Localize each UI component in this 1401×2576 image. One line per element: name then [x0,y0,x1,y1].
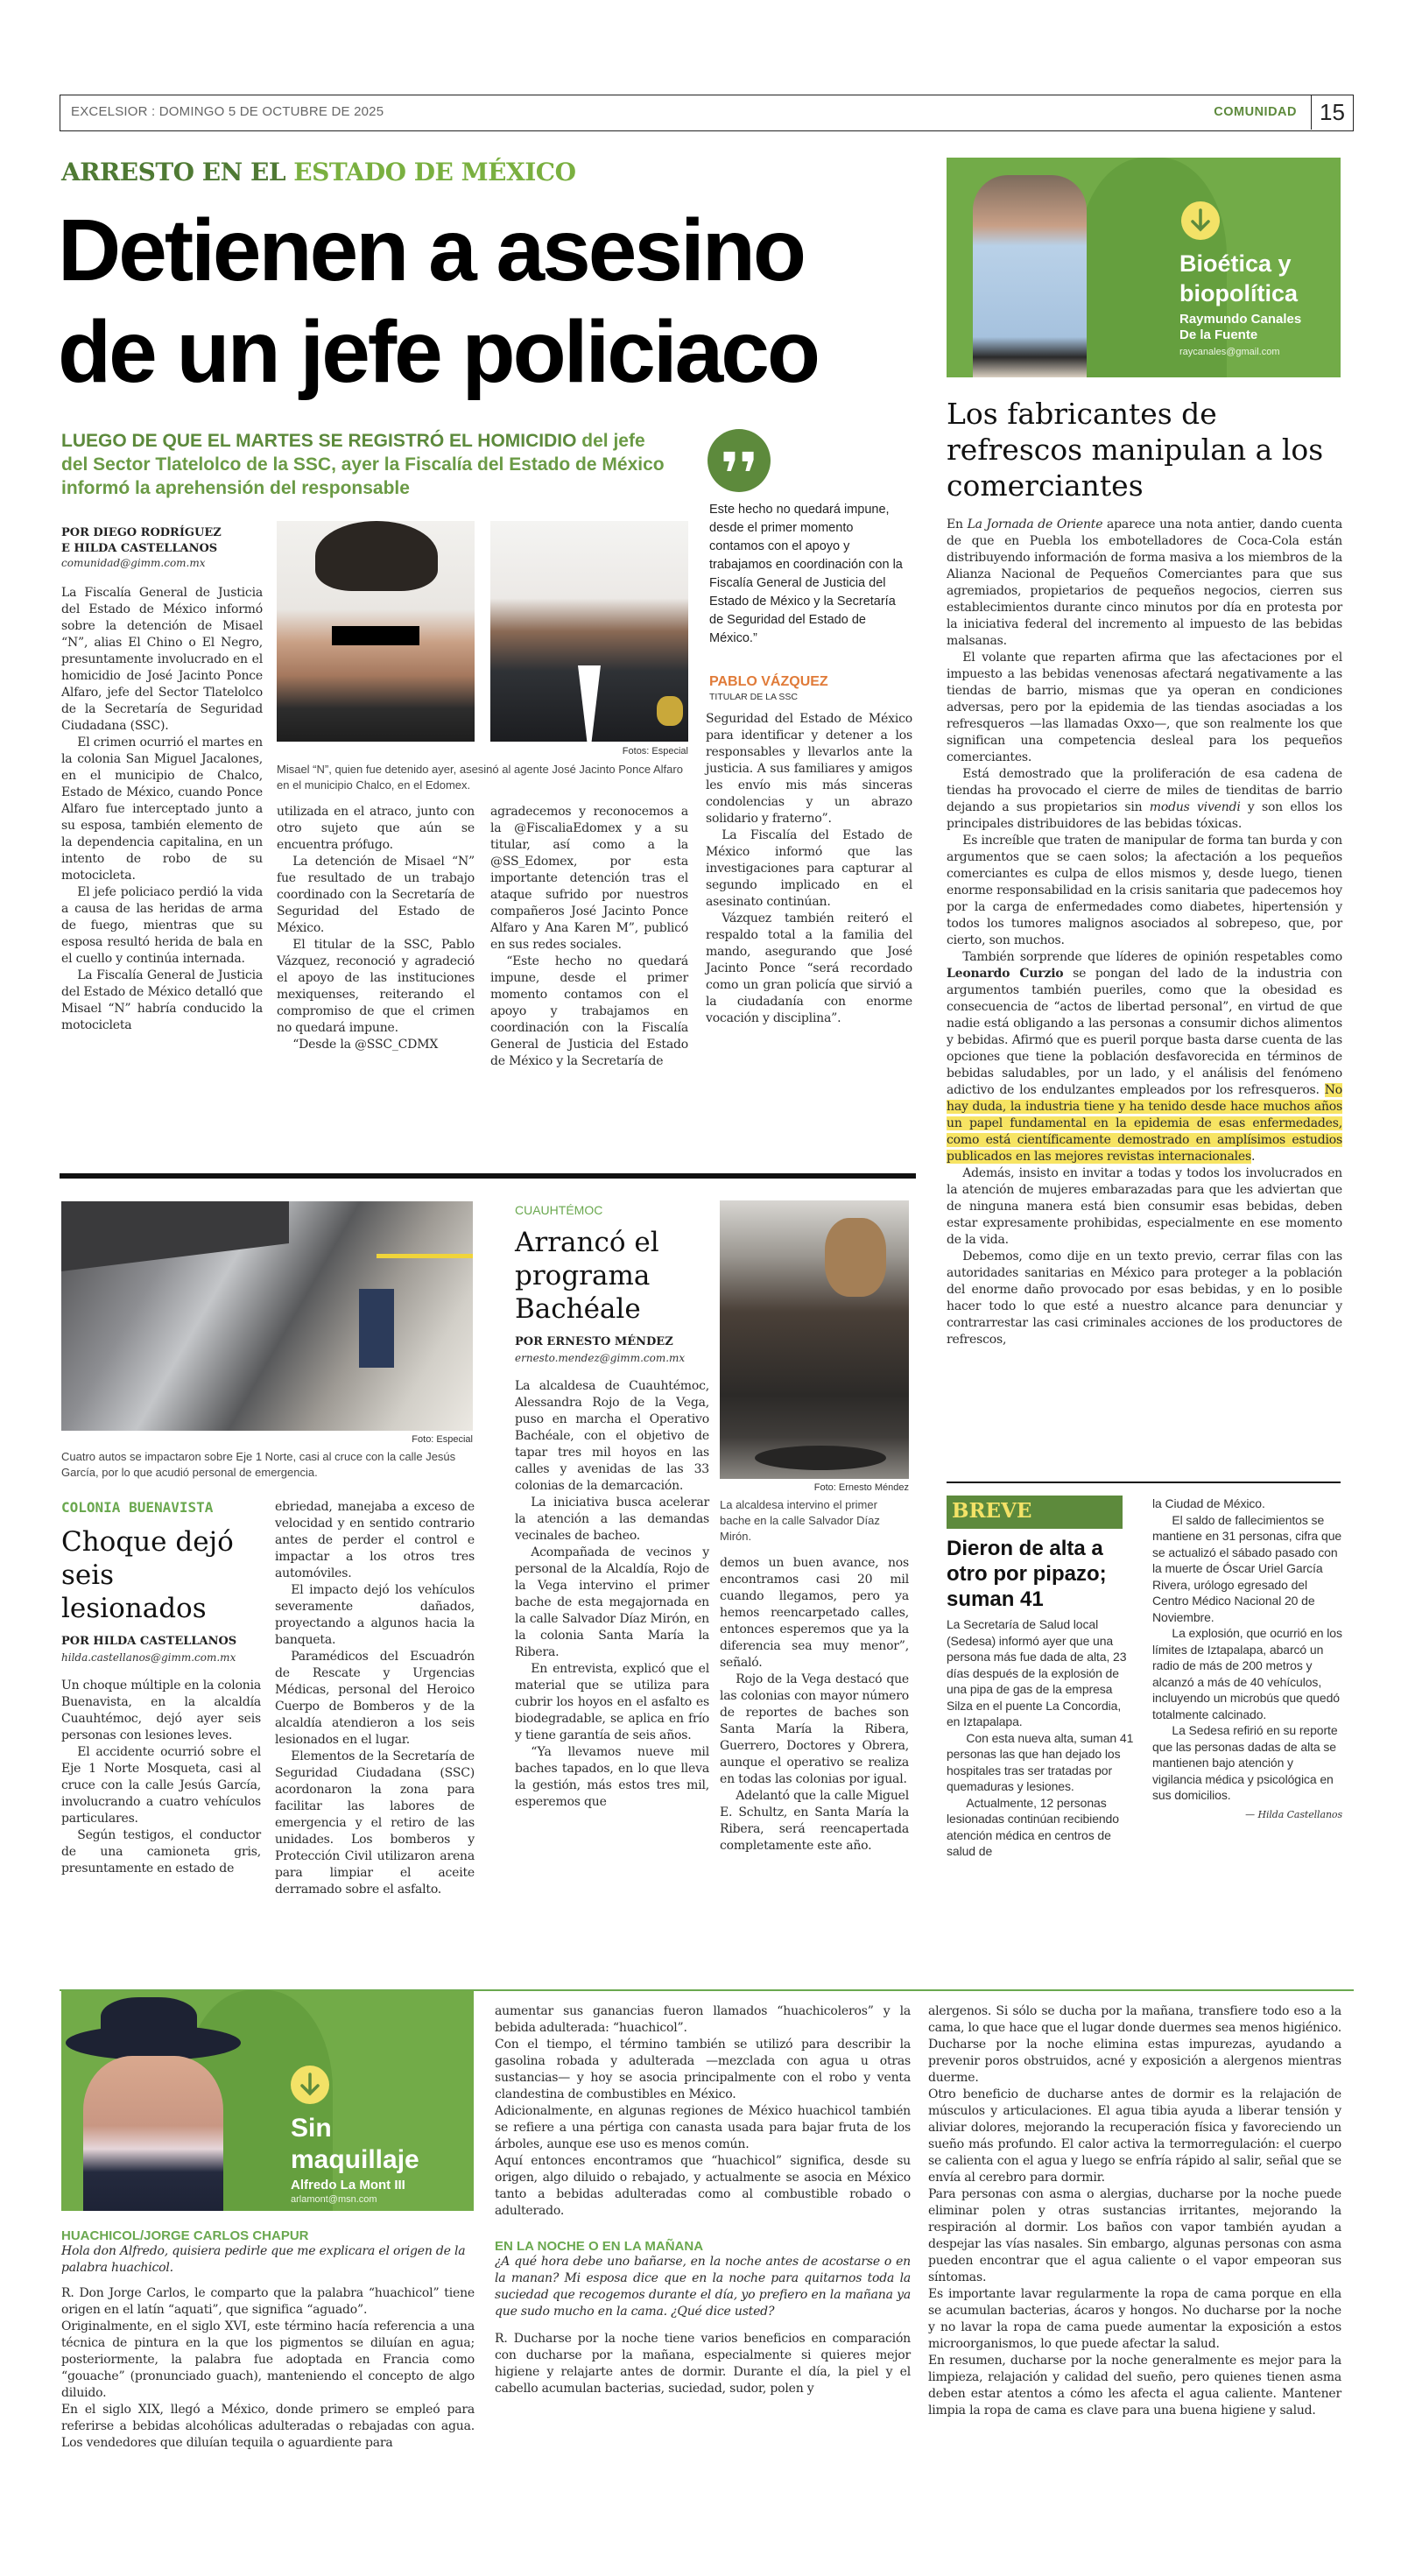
text-span: Está demostrado que la proliferación de esa cadena de tiendas ha provocado el cierre de miles de tienditas de barrio dejando a sus propietarios sin [947,767,1342,814]
hair-shape [825,1218,886,1297]
paragraph: El impacto dejó los vehículos severamente dañados, proyectando a algunos hacia la banqueta. [275,1583,475,1647]
paragraph: Es importante lavar regularmente la ropa de cama porque en ella se acumulan bacterias, ácaros y hongos. No ducharse por la noche y no lavar la ropa de cama puede aumentar la exposición a estos microorganismos, lo que puede afectar la salud. [928,2287,1341,2351]
section-divider [60,1173,916,1179]
main-headline [58,200,916,403]
column-name-line: biopolítica [1179,280,1298,306]
author-photo [973,175,1087,377]
crash-headline: Choque dejó seis lesionados [61,1526,234,1624]
paragraph: En el siglo XIX, llegó a México, donde primero se empleó para referirse a bebidas alcohólicas adulteradas o rebajadas con agua. Los vendedores que diluían tequila o aguardiente para [61,2403,475,2450]
crash-col-1 [61,1678,261,1877]
main-deck [61,429,665,500]
opinion-body [947,517,1342,1348]
breve-signature: — Hilda Castellanos [1245,1808,1342,1820]
headline-line-2: de un jefe policiaco [58,303,818,401]
column-name-line: Sin [291,2114,332,2143]
column-name-line: Bioética y [1179,250,1292,277]
paragraph: La explosión, que ocurrió en los límites de Iztapalapa, abarcó un radio de más de 200 metros y alcanzó a más de 40 vehículos, incluyendo un microbús que quedó totalmente calcinado. [1152,1626,1342,1721]
text-span: También sorprende que líderes de opinión respetables como [962,950,1342,964]
column-name-line: maquillaje [291,2145,419,2174]
paragraph: Seguridad del Estado de México para identificar y detener a los responsables y llevarlos ante la justicia. A sus familiares y amigos les envío mis más sinceras condolencias y un abrazo solidario y fraterno”. [706,712,912,826]
column-name [291,2113,419,2176]
paragraph: La Sedesa refirió en su reporte que las personas dadas de alta se mantienen bajo atención y vigilancia médica y psicológica en sus domicilios. [1152,1723,1338,1802]
kicker-part2: ESTADO DE MÉXICO [293,158,576,187]
photo-credit: Foto: Ernesto Méndez [813,1482,909,1493]
breve-headline: Dieron de alta a otro por pipazo; suman 41 [947,1537,1107,1611]
author-line: De la Fuente [1179,327,1258,342]
person-name: Leonardo Curzio [947,967,1064,981]
author-email[interactable]: ernesto.mendez@gimm.com.mx [515,1352,686,1364]
suspect-photo [277,521,475,742]
paragraph: El jefe policiaco perdió la vida a causa de las heridas de arma de fuego, mientras que su esposa resultó herida de bala en el cuello y continúa internada. [61,885,263,966]
paragraph: En resumen, ducharse por la noche generalmente es mejor para la limpieza, relajación y calidad del sueño, pero quienes tienen asma deben estar atentos a cómo les afecta el agua caliente. Mantener limpia la ropa de cama es clave para una buena higiene y salud. [928,2354,1341,2418]
deck-rest: del jefe del Sector Tlatelolco de la SSC, ayer la Fiscalía del Estado de México informó la aprehensión del responsable [61,431,665,498]
answer-col-2-block [495,2003,911,2397]
answer-col-1-block [61,2228,475,2452]
paragraph [947,517,1342,650]
paragraph: El volante que reparten afirma que las afectaciones por el impuesto a las bebidas venenosas afectará negativamente a las tiendas de barrio, mismas que ya operan en condiciones adversas, pero por la epidemia de las tiendas asociadas a los refresqueros —las llamadas Oxxo—, que son realmente los que significan una competencia desleal para los pequeños comerciantes. [947,651,1342,764]
paragraph: Vázquez también reiteró el respaldo total a la familia del mando, asegurando que José Jacinto Ponce “será recordado como un gran policía que sirvió a la ciudadanía con enorme vocación y disciplina”. [706,911,912,1025]
paragraph: Con el tiempo, el término también se utilizó para describir la gasolina robada y adulterada —mezclada con agua u otras sustancias— y hoy se asocia principalmente con el robo y venta clandestina de combustibles en México. [495,2038,911,2101]
paragraph: El crimen ocurrió el martes en la colonia San Miguel Jacalones, en el municipio de Chalco, Estado de México, cuando Ponce Alfaro fue interceptado junto a su esposa, también elemento de la dependencia capitalina, en un intento de robo de su motocicleta. [61,735,263,883]
paragraph: agradecemos y reconocemos a la @FiscaliaEdomex y a su titular, así como a la @SS_Edomex, por esta importante detención tras el ataque sufrido por nuestros compañeros José Jacinto Ponce Alfaro y Ana Karen M”, publicó en sus redes sociales. [490,805,688,952]
author-photo [83,2056,223,2211]
paragraph: aumentar sus ganancias fueron llamados “huachicoleros” y la bebida adulterada: “huachicol”. [495,2004,911,2035]
paragraph: Adelantó que la calle Miguel E. Schultz, en Santa María la Ribera, será reencapertada completamente este año. [720,1789,909,1853]
text-span: y son ellos los principales distribuidores de las bebidas tóxicas. [947,800,1342,831]
asphalt-shape [755,1446,886,1470]
main-col-1 [61,585,263,1034]
photo-credit: Fotos: Especial [622,746,688,757]
main-col-4 [706,711,912,1027]
photo-caption: Cuatro autos se impactaron sobre Eje 1 Norte, casi al cruce con la calle Jesús García, por lo que acudió personal de emergencia. [61,1450,456,1479]
highlighted-text: No hay duda, la industria tiene y ha tenido desde hace muchos años un papel fundamental en la epidemia de esas enfermedades, como está científicamente demostrado en amplísimos estudios publicados en las mejores revistas internacionales [947,1083,1342,1164]
main-col-2 [277,804,475,1053]
byline: E HILDA CASTELLANOS [61,542,218,555]
breve-col-2 [1152,1496,1342,1823]
arrow-down-icon [291,2066,329,2104]
photo-credit: Foto: Especial [412,1434,473,1445]
date-line: EXCELSIOR : DOMINGO 5 DE OCTUBRE DE 2025 [71,104,384,119]
main-byline-block [61,525,263,569]
question-label: HUACHICOL/JORGE CARLOS CHAPUR [61,2228,309,2243]
question-text: Hola don Alfredo, quisiera pedirle que me explicara el origen de la palabra huachicol. [61,2244,466,2275]
paragraph: Debemos, como dije en un texto previo, cerrar filas con las autoridades sanitarias en México para proteger a la población del enorme daño provocado por esas bebidas, y en lo posible hacer todo lo que esté a nuestro alcance para denunciar y contrarrestar las casi criminales acciones de los productores de refrescos, [947,1249,1342,1347]
text-span: . [1250,1150,1256,1164]
opinion-banner [947,158,1341,377]
crash-col-2 [275,1499,475,1898]
byline: POR ERNESTO MÉNDEZ [515,1335,673,1348]
paragraph: Actualmente, 12 personas lesionadas continúan recibiendo atención médica en centros de salud de [947,1795,1119,1858]
badge-shape [657,696,683,726]
paragraph: R. Don Jorge Carlos, le comparto que la palabra “huachicol” tiene origen en el latín “aquati”, que significa “aguado”. [61,2286,475,2317]
headline-line-1: Detienen a asesino [58,201,804,299]
byline: POR DIEGO RODRÍGUEZ [61,526,222,539]
paragraph: Con esta nueva alta, suman 41 personas las que han dejado los hospitales tras ser tratadas por quemaduras y lesiones. [947,1730,1134,1793]
author-email[interactable]: hilda.castellanos@gimm.com.mx [61,1651,236,1664]
column-email[interactable]: arlamont@msn.com [291,2194,377,2205]
column-author: Alfredo La Mont III [291,2178,405,2192]
author-email[interactable]: comunidad@gimm.com.mx [61,557,206,569]
paragraph: “Desde la @SSC_CDMX [292,1038,439,1052]
column-email[interactable]: raycanales@gmail.com [1179,347,1280,357]
bacheo-photo [720,1200,909,1479]
paragraph: Otro beneficio de ducharse antes de dormir es la relajación de músculos y articulaciones. El agua tibia ayuda a liberar tensión y aliviar dolores, mejorando la recuperación física y favoreciendo un sueño más profundo. El calor activa la termorregulación: el cuerpo se calienta con el agua y luego se enfría rápido al salir, señal que se envía al cerebro para dormir. [928,2087,1341,2185]
page-number: 15 [1311,95,1353,130]
answer-col-2 [495,2003,911,2220]
paragraph: la Ciudad de México. [1152,1496,1265,1510]
car-hood-shape [61,1201,289,1271]
main-kicker [61,158,575,187]
answer-col-1 [61,2285,475,2452]
officer-photo [490,521,688,742]
censor-bar [332,626,419,645]
paragraph: En entrevista, explicó que el material que se utiliza para cubrir los hoyos en el asfalto es biodegradable, se aplica en frío y tiene garantía de seis años. [515,1662,709,1742]
paragraph: Aquí entonces encontramos que “huachicol” significa, desde su origen, algo diluido o rebajado, y actualmente se asocia en México tanto a bebidas adulteradas como al combustible robado o adulterado. [495,2154,911,2218]
opinion-title: Los fabricantes de refrescos manipulan a los comerciantes [947,397,1324,503]
breve-label-box [947,1496,1123,1529]
hair-shape [315,521,438,591]
hat-crown-shape [101,1997,197,2045]
paragraph: ebriedad, manejaba a exceso de velocidad y en sentido contrario antes de perder el control e impactar a los otros tres automóviles. [275,1500,475,1580]
paragraph: Elementos de la Secretaría de Seguridad Ciudadana (SSC) acordonaron la zona para facilitar las labores de emergencia y el retiro de las unidades. Los bomberos y Protección Civil utilizaron arena para limpiar el aceite derramado sobre el asfalto. [275,1749,475,1897]
paragraph: Además, insisto en invitar a todas y todos los involucrados en la atención de mujeres embarazadas para que les adviertan que de ninguna manera está bien consumir esas bebidas, deben estar expresamente prohibidas, especialmente en ese momento de la vida. [947,1166,1342,1247]
paragraph: La iniciativa busca acelerar la atención a las demandas vecinales de bacheo. [515,1496,709,1543]
publication-name: La Jornada de Oriente [967,517,1103,531]
paragraph: Paramédicos del Escuadrón de Rescate y Urgencias Médicas, personal del Heroico Cuerpo de Bomberos y de la alcaldía atendieron a los seis lesionados en el lugar. [275,1650,475,1747]
section-label: COLONIA BUENAVISTA [61,1499,214,1516]
bacheale-col-2 [720,1555,909,1855]
text-span: se pongan del lado de la industria con argumentos también pueriles, como que la obesidad es consecuencia de “actos de libertad personal”, en virtud de que nadie está obligando a las personas a consumir dichos alimentos y bebidas. Afirmó que es pueril porque basta darse cuenta de las opciones que tiene la población desfavorecida en términos de bebidas saludables, por un lado, y el análisis del fenómeno adictivo de los endulzantes empleados por los refresqueros. [947,967,1342,1097]
bacheale-col-1 [515,1378,709,1811]
paragraph: La alcaldesa de Cuauhtémoc, Alessandra Rojo de la Vega, puso en marcha el Operativo Bachéale, con el objetivo de tapar tres mil hoyos en las calles y avenidas de las 33 colonias de la demarcación. [515,1379,709,1493]
paragraph: utilizada en el atraco, junto con otro sujeto que aún se encuentra prófugo. [277,805,475,852]
question-text: ¿A qué hora debe uno bañarse, en la noche antes de acostarse o en la manan? Mi esposa dice que en la noche para quitarnos toda la suciedad que recogemos durante el día, yo prefiero en la mañana ya que sudo mucho en la cama. ¿Qué dice usted? [495,2255,911,2319]
paragraph: La Secretaría de Salud local (Sedesa) informó ayer que una persona más fue dada de alta, 23 días después de la explosión de una pipa de gas de la empresa Silza en el puente La Concordia, en Iztapalapa. [947,1617,1127,1728]
firefighter-shape [359,1289,394,1368]
paragraph: La Fiscalía del Estado de México informó que las investigaciones para capturar al segundo implicado en el asesinato continúan. [706,828,912,909]
paragraph: La Fiscalía General de Justicia del Estado de México detalló que Misael “N” habría conducido la motocicleta [61,968,263,1032]
deck-upper: LUEGO DE QUE EL MARTES SE REGISTRÓ EL HOMICIDIO [61,431,577,451]
paragraph [947,766,1342,833]
answer-col-2b [495,2331,911,2397]
page-header [60,95,1354,131]
column-divider [947,1482,1341,1483]
paragraph: Adicionalmente, en algunas regiones de México huachicol también se refiere a una pértiga con canasta usada para bajar fruta de los árboles, aunque ese uso es menos común. [495,2104,911,2151]
text-span: aparece una nota antier, dando cuenta de que en Puebla los embotelladores de Coca-Cola están distribuyendo información de forma masiva a los miembros de la Alianza Nacional de Pequeños Comerciantes para que sus agremiados, propietarios de pequeños negocios, cierren sus establecimientos durante cinco minutos por día en protesta por la iniciativa federal del incremento al impuesto de las bebidas malsanas. [947,517,1342,648]
paragraph: R. Ducharse por la noche tiene varios beneficios en comparación con ducharse por la mañana, especialmente si quieres mejor higiene y relajarte antes de dormir. Durante el día, la piel y el cabello acumulan bacterias, suciedad, sudor, polen y [495,2332,911,2396]
paragraph: Originalmente, en el siglo XVI, este término hacía referencia a una técnica de pintura en la que los pigmentos se diluían en agua; posteriormente, la palabra fue adoptada en Francia como “gouache” (pronunciado guach), manteniendo el concepto de algo diluido. [61,2319,475,2400]
column-author [1179,312,1301,343]
breve-col-1 [947,1616,1135,1860]
shirt-shape [578,665,601,742]
paragraph: alergenos. Si sólo se ducha por la mañana, transfiere todo eso a la cama, lo que hace que el lugar donde duermes sea menos higiénico. Ducharse por la noche elimina estas impurezas, ayudando a prevenir poros obstruidos, acné y exposición a alergenos mientras duerme. [928,2004,1341,2085]
photo-caption: Misael “N”, quien fue detenido ayer, asesinó al agente José Jacinto Ponce Alfaro en el municipio Chalco, en el Edomex. [277,763,683,792]
paragraph [947,949,1342,1165]
paragraph: La detención de Misael “N” fue resultado de un trabajo coordinado con la Secretaría de Seguridad del Estado de México. [277,855,475,935]
kicker-part1: ARRESTO EN EL [61,158,294,187]
paragraph: Acompañada de vecinos y personal de la Alcaldía, Rojo de la Vega intervino el primer bache de esta megajornada en la calle Salvador Díaz Mirón, en la colonia Santa María la Ribera. [515,1545,709,1659]
quote-author-role: TITULAR DE LA SSC [709,692,798,702]
section-label: CUAUHTÉMOC [515,1203,603,1217]
text-span: En [947,517,968,531]
pull-quote-text: Este hecho no quedará impune, desde el primer momento contamos con el apoyo y trabajamos en coordinación con la Fiscalía General de Justicia del Estado de México y la Secretaría de Seguridad del Estado de México.” [709,503,903,645]
paragraph: Rojo de la Vega destacó que las colonias con mayor número de reportes de baches son Santa María la Ribera, Guerrero, Doctores y Obrera, aunque el operativo se realiza en todas las colonias por igual. [720,1672,909,1786]
main-col-3 [490,804,688,1070]
bacheale-headline: Arrancó el programa Bachéale [515,1227,659,1325]
quote-author: PABLO VÁZQUEZ [709,674,828,689]
paragraph: El saldo de fallecimientos se mantiene en 31 personas, cifra que se actualizó el sábado pasado con la muerte de Óscar Uriel García Rivera, urólogo egresado del Centro Médico Nacional 20 de Noviembre. [1152,1512,1342,1624]
italic-term: modus vivendi [1149,800,1241,814]
author-line: Raymundo Canales [1179,312,1302,327]
paragraph: Es increíble que traten de manipular de forma tan burda y con argumentos que se caen solos; la afectación a los pequeños comerciantes es culpa de ellos mismos y, desde luego, tienen enorme responsabilidad en la crisis sanitaria que padecemos hoy por la carga de enfermedades como diabetes, hipertensión y todos los tumores malignos asociados al sobrepeso, que, por cierto, son muchos. [947,834,1342,947]
paragraph: El titular de la SSC, Pablo Vázquez, reconoció y agradeció el apoyo de las instituciones mexiquenses, reiterando el compromiso de que el crimen no quedará impune. [277,938,475,1035]
paragraph: “Este hecho no quedará impune, desde el primer momento contamos con el apoyo y trabajamos en coordinación con la Fiscalía General de Justicia del Estado de México y la Secretaría de [490,954,688,1068]
answer-col-3 [928,2003,1341,2419]
column-name [1179,249,1298,308]
paragraph: Según testigos, el conductor de una camioneta gris, presuntamente en estado de [61,1828,261,1876]
byline: POR HILDA CASTELLANOS [61,1635,237,1648]
quote-icon [708,429,771,492]
tape-shape [377,1254,473,1258]
photo-caption: La alcaldesa intervino el primer bache en la calle Salvador Díaz Mirón. [720,1498,880,1543]
crash-photo [61,1201,473,1431]
breve-label: BREVE [952,1499,1032,1523]
sin-maquillaje-banner [61,1990,474,2211]
arrow-down-icon [1181,201,1220,240]
question-label: EN LA NOCHE O EN LA MAÑANA [495,2239,704,2254]
paragraph: Para personas con asma o alergias, ducharse por la noche puede eliminar polen y otras sustancias irritantes, mejorando la respiración al dormir. Los baños con vapor también ayudan a despejar las vías nasales. Sin embargo, algunas personas con asma pueden encontrar que el agua caliente o el vapor empeoran sus síntomas. [928,2187,1341,2284]
paragraph: demos un buen avance, nos encontramos casi 20 mil cuando llegamos, pero ya hemos reencarpetado calles, entonces esperemos que ya la diferencia sea muy menor”, señaló. [720,1556,909,1670]
paragraph: El accidente ocurrió sobre el Eje 1 Norte Mosqueta, casi al cruce con la calle Jesús García, involucrando a cuatro vehículos particulares. [61,1745,261,1826]
paragraph: Un choque múltiple en la colonia Buenavista, en la alcaldía Cuauhtémoc, dejó ayer seis personas con lesiones leves. [61,1679,261,1742]
section-name: COMUNIDAD [1214,105,1297,119]
paragraph: La Fiscalía General de Justicia del Estado de México informó sobre la detención de Misael “N”, alias El Chino o El Negro, presuntamente involucrado en el homicidio de José Jacinto Ponce Alfaro, jefe del Sector Tlatelolco de la Secretaría de Seguridad Ciudadana (SSC). [61,586,263,733]
paragraph: “Ya llevamos nueve mil baches tapados, en lo que lleva la gestión, más estos tres mil, esperemos que [515,1745,709,1809]
